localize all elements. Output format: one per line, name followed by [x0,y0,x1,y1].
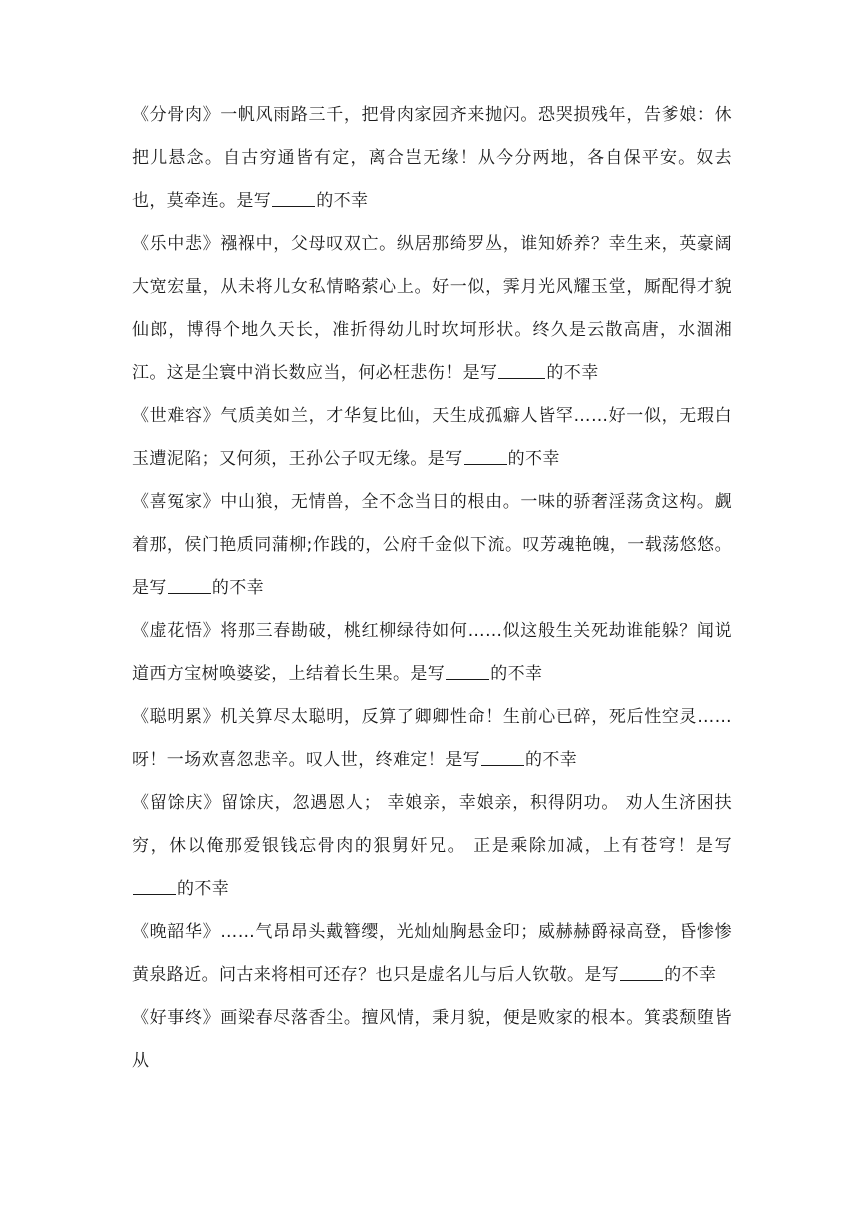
paragraph-shi-nan-rong [132,395,732,481]
paragraph-suffix: 的不幸 [211,578,265,598]
answer-blank [498,361,545,379]
paragraph-suffix: 的不幸 [546,363,599,383]
paragraph-cong-ming-lei [132,696,732,782]
paragraph-text: 《乐中悲》襁褓中，父母叹双亡。纵居那绮罗丛，谁知娇养？幸生来，英豪阔大宽宏量，从未将儿女私情略萦心上。好一似，霁月光风耀玉堂，厮配得才貌仙郎，博得个地久天长，准折得幼儿时坎坷形状。终久是云散高唐，水涸湘江。这是尘寰中消长数应当，何必枉悲伤！是写 [132,234,732,383]
paragraph-text: 《分骨肉》一帆风雨路三千，把骨肉家园齐来抛闪。恐哭损残年，告爹娘：休把儿悬念。自古穷通皆有定，离合岂无缘！从今分两地，各自保平安。奴去也，莫牵连。是写 [132,105,732,211]
answer-blank [464,447,507,465]
answer-blank [620,963,663,981]
paragraph-text: 《聪明累》机关算尽太聪明，反算了卿卿性命！生前心已碎，死后性空灵……呀！一场欢喜忽悲辛。叹人世，终难定！是写 [132,707,732,770]
paragraph-hao-shi-zhong [132,997,732,1083]
answer-blank [481,748,524,766]
paragraph-suffix: 的不幸 [490,664,543,684]
paragraph-liu-yu-qing [132,782,732,911]
paragraph-text: 《晚韶华》……气昂昂头戴簪缨，光灿灿胸悬金印；威赫赫爵禄高登，昏惨惨黄泉路近。问古来将相可还存？也只是虚名儿与后人钦敬。是写 [132,922,732,985]
paragraph-text: 《喜冤家》中山狼，无情兽，全不念当日的根由。一味的骄奢淫荡贪这构。觑着那，侯门艳质同蒲柳;作践的，公府千金似下流。叹芳魂艳魄，一载荡悠悠。是写 [132,492,732,598]
paragraph-le-zhong-bei [132,223,732,395]
paragraph-text: 《留馀庆》留馀庆，忽遇恩人； 幸娘亲，幸娘亲，积得阴功。 劝人生济困扶穷，休以俺那爱银钱忘骨肉的狠舅奸兄。 正是乘除加减，上有苍穹！是写 [132,793,732,856]
document-body [132,94,732,1083]
answer-blank [168,576,211,594]
paragraph-text: 《世难容》气质美如兰，才华复比仙，天生成孤癖人皆罕……好一似，无瑕白玉遭泥陷；又何须，王孙公子叹无缘。是写 [132,406,732,469]
paragraph-wan-shao-hua [132,911,732,997]
answer-blank [446,662,489,680]
paragraph-xi-yuan-jia [132,481,732,610]
paragraph-suffix: 的不幸 [316,191,369,211]
paragraph-text: 《好事终》画梁春尽落香尘。擅风情，秉月貌，便是败家的根本。箕裘颓堕皆从 [132,1008,732,1071]
paragraph-suffix: 的不幸 [507,449,560,469]
paragraph-xu-hua-wu [132,610,732,696]
paragraph-suffix: 的不幸 [525,750,578,770]
paragraph-text: 《虚花悟》将那三春勘破，桃红柳绿待如何……似这般生关死劫谁能躲？闻说道西方宝树唤婆娑，上结着长生果。是写 [132,621,732,684]
paragraph-suffix: 的不幸 [664,965,717,985]
paragraph-fen-gu-rou [132,94,732,223]
paragraph-suffix: 的不幸 [177,879,230,899]
answer-blank [133,877,176,895]
answer-blank [272,189,315,207]
